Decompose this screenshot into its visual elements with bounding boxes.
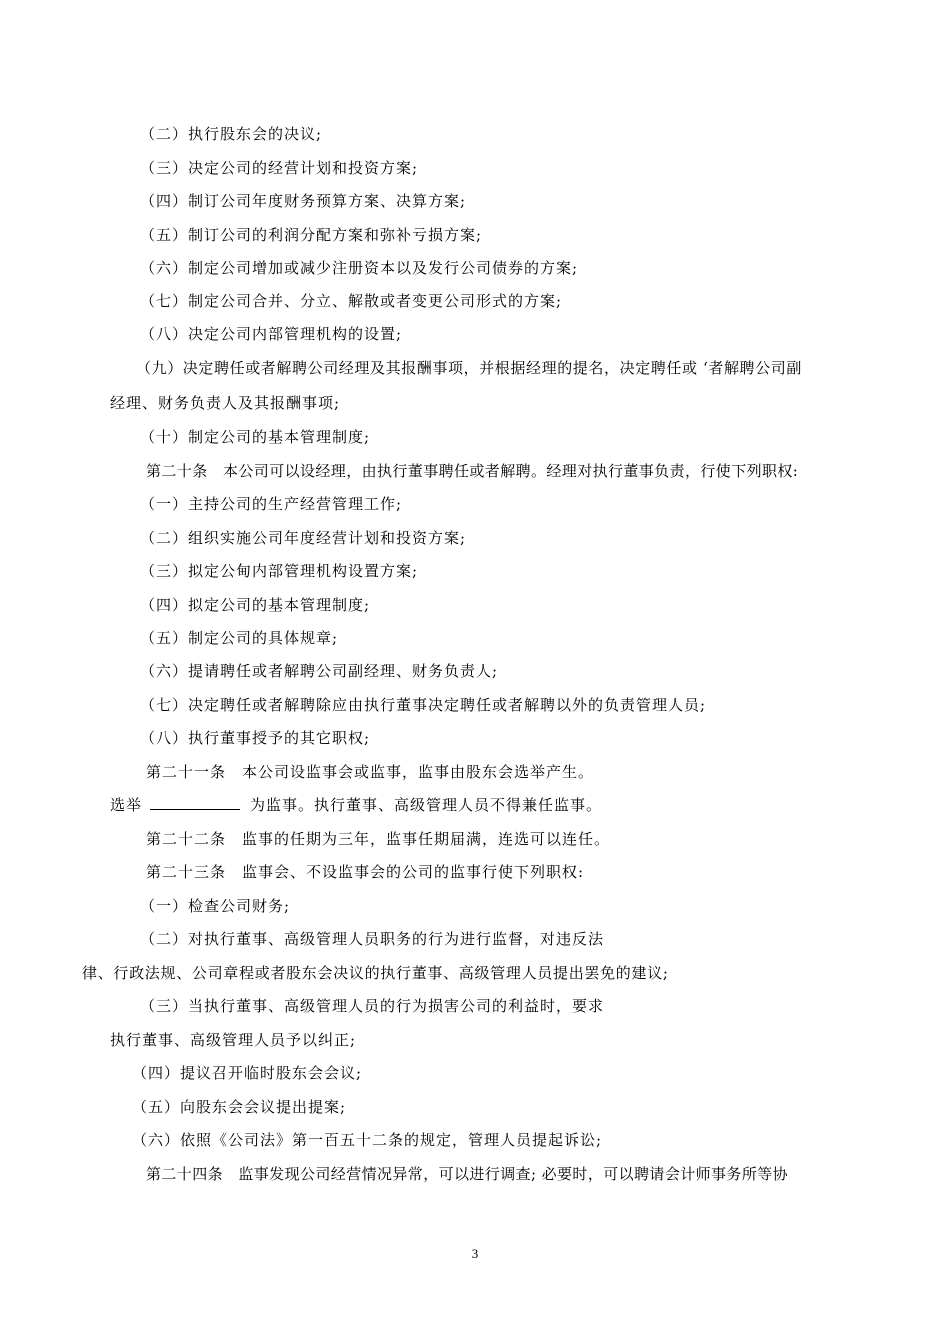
article-heading: 第二十二条 监事的任期为三年，监事任期届满，连选可以连任。 xyxy=(146,830,611,848)
election-prefix: 选举 xyxy=(110,796,143,814)
clause-line: （五）制订公司的利润分配方案和弥补亏损方案; xyxy=(140,226,483,244)
clause-line: （六）制定公司增加或减少注册资本以及发行公司债券的方案; xyxy=(140,259,579,277)
clause-line: （八）执行董事授予的其它职权; xyxy=(140,729,371,747)
clause-line: （十）制定公司的基本管理制度; xyxy=(140,428,371,446)
clause-line: （七）制定公司合并、分立、解散或者变更公司形式的方案; xyxy=(140,292,563,310)
clause-line: （二）组织实施公司年度经营计划和投资方案; xyxy=(140,529,467,547)
clause-line: （五）向股东会会议提出提案; xyxy=(132,1098,347,1116)
clause-line: 经理、财务负责人及其报酬事项; xyxy=(110,394,341,412)
clause-line: 律、行政法规、公司章程或者股东会决议的执行董事、高级管理人员提出罢免的建议; xyxy=(82,964,669,982)
clause-line: （一）主持公司的生产经营管理工作; xyxy=(140,495,403,513)
article-heading: 第二十四条 监事发现公司经营情况异常，可以进行调查; 必要时，可以聘请会计师事务所等协 xyxy=(146,1165,789,1183)
election-suffix: 为监事。执行董事、高级管理人员不得兼任监事。 xyxy=(250,796,603,814)
clause-line: 执行董事、高级管理人员予以纠正; xyxy=(110,1031,357,1049)
clause-line: （七）决定聘任或者解聘除应由执行董事决定聘任或者解聘以外的负责管理人员; xyxy=(140,696,707,714)
clause-line: （三）决定公司的经营计划和投资方案; xyxy=(140,159,419,177)
clause-line: （五）制定公司的具体规章; xyxy=(140,629,339,647)
article-heading: 第二十一条 本公司设监事会或监事，监事由股东会选举产生。 xyxy=(146,763,595,781)
clause-line: （一）检查公司财务; xyxy=(140,897,291,915)
supervisor-count-blank xyxy=(150,795,240,810)
clause-line: （六）依照《公司法》第一百五十二条的规定，管理人员提起诉讼; xyxy=(132,1131,603,1149)
page-number: 3 xyxy=(471,1246,479,1261)
article-heading: 第二十三条 监事会、不设监事会的公司的监事行使下列职权: xyxy=(146,863,585,881)
clause-line: （二）执行股东会的决议; xyxy=(140,125,323,143)
clause-line: （四）拟定公司的基本管理制度; xyxy=(140,596,371,614)
clause-line: （三）当执行董事、高级管理人员的行为损害公司的利益时，要求 xyxy=(140,997,605,1015)
clause-line: （八）决定公司内部管理机构的设置; xyxy=(140,325,403,343)
clause-line: （四）制订公司年度财务预算方案、决算方案; xyxy=(140,192,467,210)
article-heading: 第二十条 本公司可以设经理，由执行董事聘任或者解聘。经理对执行董事负责，行使下列职权: xyxy=(146,462,799,480)
clause-line: （六）提请聘任或者解聘公司副经理、财务负责人; xyxy=(140,662,499,680)
clause-line: （二）对执行董事、高级管理人员职务的行为进行监督，对违反法 xyxy=(140,930,605,948)
clause-line: （三）拟定公甸内部管理机构设置方案; xyxy=(140,562,419,580)
clause-line: （九）决定聘任或者解聘公司经理及其报酬事项，并根据经理的提名，决定聘任或 ‘者解聘公司副 xyxy=(136,359,802,377)
election-line xyxy=(110,795,602,815)
clause-line: （四）提议召开临时股东会会议; xyxy=(132,1064,363,1082)
